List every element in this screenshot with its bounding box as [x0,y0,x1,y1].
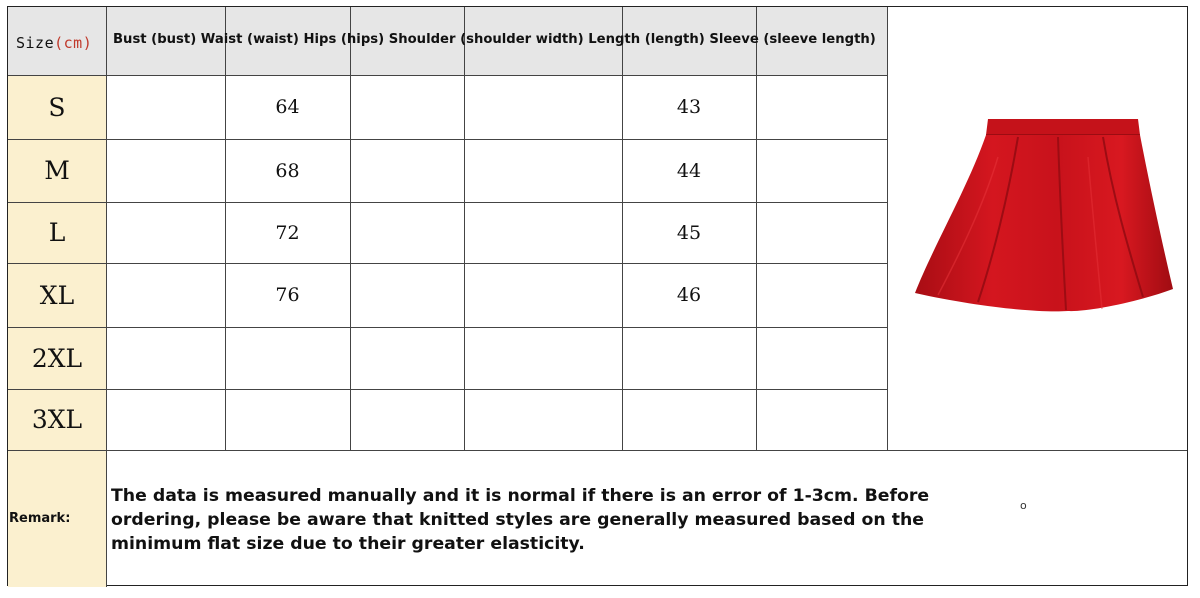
waist-cell: 72 [275,221,300,244]
length-cell: 45 [676,221,702,244]
length-cell: 44 [676,159,702,182]
waist-cell: 76 [275,284,300,306]
remark-text: The data is measured manually and it is normal if there is an error of 1-3cm. Before ordering, please be aware that knitted styles are generally measured based on the minimum flat size due to their greater elasticity. [111,486,930,554]
waist-cell: 64 [275,96,300,118]
size-cell: S [48,92,66,122]
length-cell: 43 [676,96,702,118]
remark-label: Remark: [9,511,71,526]
size-header-label: Size [16,34,55,52]
size-cell: 2XL [31,343,83,373]
size-cell: XL [39,280,75,310]
size-header-unit: (cm) [54,34,93,52]
trailing-mark: o [1020,499,1027,512]
length-cell: 46 [676,284,702,306]
size-header [16,34,92,52]
size-cell: 3XL [31,405,83,434]
size-cell: L [48,218,66,247]
size-cell: M [44,156,70,185]
size-chart [7,6,1188,586]
red-pleated-skirt-image [888,97,1188,337]
measurement-columns-header: Bust (bust) Waist (waist) Hips (hips) Shoulder (shoulder width) Length (length) Sleeve (sleeve length) [113,32,876,47]
waist-cell: 68 [275,159,300,182]
